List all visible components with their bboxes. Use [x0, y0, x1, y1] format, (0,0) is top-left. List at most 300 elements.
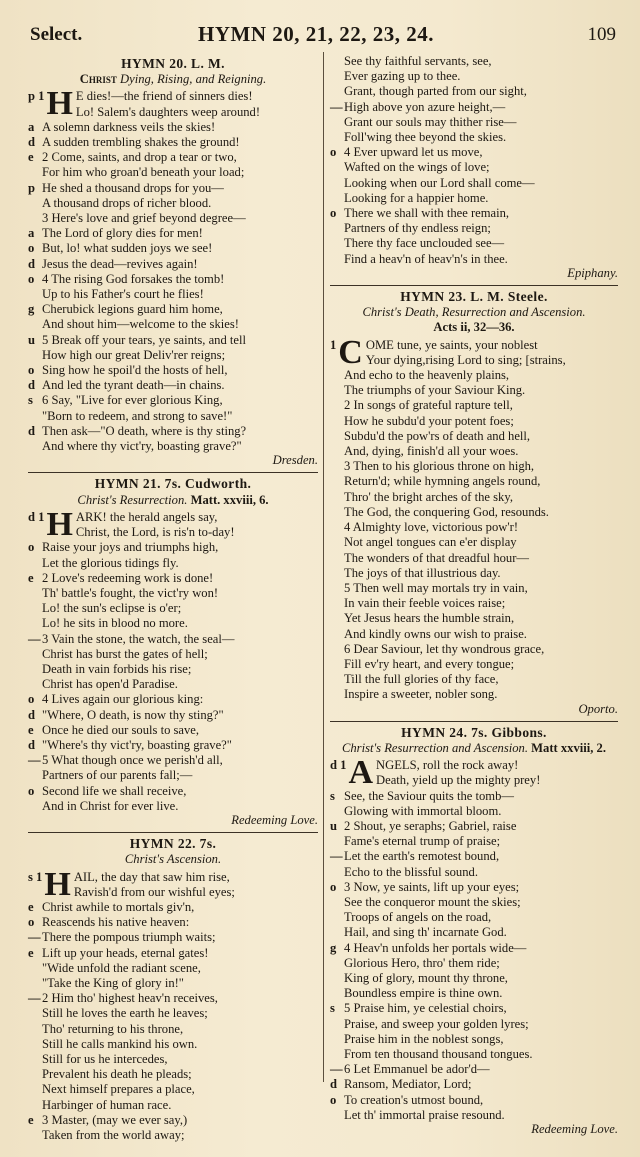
- verse-line: [330, 69, 618, 84]
- verse-line: AIL, the day that saw him rise,: [73, 869, 230, 884]
- opening-lines: [28, 505, 318, 543]
- line-text: Let the earth's remotest bound,: [344, 849, 500, 864]
- verse-line: [330, 819, 618, 834]
- verse-line: [28, 1113, 318, 1128]
- verse-line: [330, 687, 618, 702]
- line-text: Lift up your heads, eternal gates!: [42, 945, 209, 960]
- verse-line: [330, 880, 618, 895]
- dynamics-mark: e: [28, 150, 34, 165]
- verse-line: [330, 1001, 618, 1016]
- line-text: Yet Jesus hears the humble strain,: [344, 611, 515, 626]
- verse-line: [330, 115, 618, 130]
- line-text: Fame's eternal trump of praise;: [344, 834, 501, 849]
- dynamics-mark: [28, 586, 42, 601]
- line-text: There thy face unclouded see—: [344, 236, 505, 251]
- line-text: And kindly owns our wish to praise.: [344, 626, 527, 641]
- verse-line: [28, 409, 318, 424]
- verse-line: [330, 236, 618, 251]
- verse-line: [28, 424, 318, 439]
- right-column: [330, 54, 618, 1137]
- dynamics-mark: —: [28, 991, 41, 1006]
- dynamics-mark: [28, 196, 42, 211]
- line-text: 3 Now, ye saints, lift up your eyes;: [344, 879, 520, 894]
- line-text: Once he died our souls to save,: [42, 722, 200, 737]
- verse-line: [330, 474, 618, 489]
- verse-line: [330, 535, 618, 550]
- verse-line: [28, 738, 318, 753]
- dynamics-mark: [330, 971, 344, 986]
- line-text: 3 Then to his glorious throne on high,: [344, 459, 535, 474]
- line-text: And shout him—welcome to the skies!: [42, 317, 239, 332]
- dynamics-mark: d: [28, 135, 36, 150]
- line-text: Praise him in the noblest songs,: [344, 1031, 504, 1046]
- dynamics-mark: p: [28, 180, 36, 195]
- dynamics-mark: [330, 566, 344, 581]
- stanza-block: [28, 505, 318, 814]
- verse-line: [28, 317, 318, 332]
- line-text: Ransom, Mediator, Lord;: [344, 1077, 472, 1092]
- verse-line: Ravish'd from our wishful eyes;: [73, 884, 235, 899]
- verse-line: [330, 1047, 618, 1062]
- line-text: And, dying, finish'd all your woes.: [344, 444, 519, 459]
- dynamics-mark: d: [28, 378, 36, 393]
- line-text: 2 Love's redeeming work is done!: [42, 570, 214, 585]
- dynamics-mark: [330, 69, 344, 84]
- dynamics-mark: [330, 383, 344, 398]
- drop-cap: H: [46, 505, 73, 543]
- verse-line: [28, 915, 318, 930]
- dynamics-mark: [330, 551, 344, 566]
- line-text: 2 Shout, ye seraphs; Gabriel, raise: [344, 818, 517, 833]
- dynamics-mark: —: [28, 631, 41, 646]
- line-text: Not angel tongues can e'er display: [344, 535, 517, 550]
- verse-line: [28, 1022, 318, 1037]
- scripture-ref: Matt xxviii, 2.: [531, 740, 606, 755]
- verse-line: [330, 956, 618, 971]
- dynamics-mark: o: [28, 540, 35, 555]
- dynamics-mark: —: [330, 1062, 343, 1077]
- dynamics-mark: o: [28, 363, 35, 378]
- verse-line: [330, 221, 618, 236]
- dynamics-mark: s: [28, 393, 33, 408]
- line-text: Looking for a happier home.: [344, 190, 489, 205]
- line-text: "Where's thy vict'ry, boasting grave?": [42, 737, 232, 752]
- verse-line: Christ, the Lord, is ris'n to-day!: [75, 525, 235, 540]
- line-text: And led the tyrant death—in chains.: [42, 378, 225, 393]
- subject-text: Christ's Resurrection.: [77, 492, 188, 507]
- verse-line: [28, 393, 318, 408]
- tune-name: Redeeming Love.: [531, 1122, 618, 1137]
- hymn-24: [330, 725, 618, 1137]
- dynamics-mark: —: [28, 930, 41, 945]
- dynamics-mark: [330, 398, 344, 413]
- dynamics-mark: e: [28, 1112, 34, 1127]
- dynamics-mark: u: [330, 818, 338, 833]
- line-text: Foll'wing thee beyond the skies.: [344, 130, 507, 145]
- dynamics-mark: [28, 1098, 42, 1113]
- dynamics-mark: d: [28, 423, 36, 438]
- line-text: Till the full glories of thy face,: [344, 672, 499, 687]
- subject-text: Christ's Death, Resurrection and Ascension.: [362, 305, 586, 320]
- verse-line: [28, 961, 318, 976]
- verse-line: [28, 571, 318, 586]
- verse-line: [330, 971, 618, 986]
- line-text: "Wide unfold the radiant scene,: [42, 960, 201, 975]
- verse-line: [330, 414, 618, 429]
- dynamics-mark: [330, 221, 344, 236]
- dynamics-mark: [28, 1006, 42, 1021]
- dynamics-mark: [28, 616, 42, 631]
- line-text: Tho' returning to his throne,: [42, 1021, 184, 1036]
- verse-line: [330, 611, 618, 626]
- hymn-subject: [330, 305, 618, 335]
- dynamics-mark: [330, 910, 344, 925]
- verse-line: [28, 226, 318, 241]
- dynamics-mark: [330, 956, 344, 971]
- verse-line: [330, 596, 618, 611]
- dynamics-mark: [330, 986, 344, 1001]
- dynamics-mark: [28, 677, 42, 692]
- dynamics-mark: [28, 1037, 42, 1052]
- verse-line: [28, 708, 318, 723]
- verse-line: [330, 834, 618, 849]
- line-text: Subdu'd the pow'rs of death and hell,: [344, 428, 531, 443]
- line-text: Hail, and sing th' incarnate God.: [344, 925, 507, 940]
- drop-cap: C: [338, 333, 363, 371]
- line-text: Partners of thy endless reign;: [344, 221, 491, 236]
- dynamics-mark: p 1: [28, 89, 45, 104]
- dynamics-mark: u: [28, 332, 36, 347]
- verse-line: [28, 165, 318, 180]
- line-text: Still for us he intercedes,: [42, 1052, 168, 1066]
- verse-line: [330, 849, 618, 864]
- line-text: Jesus the dead—revives again!: [42, 256, 198, 271]
- line-text: A sudden trembling shakes the ground!: [42, 135, 240, 150]
- verse-line: [28, 677, 318, 692]
- line-text: Death in vain forbids his rise;: [42, 661, 192, 676]
- dynamics-mark: o: [28, 241, 35, 256]
- subject-text: Dying, Rising, and Reigning.: [120, 72, 267, 87]
- verse-line: [330, 789, 618, 804]
- line-text: 6 Dear Saviour, let thy wondrous grace,: [344, 641, 545, 656]
- dynamics-mark: [28, 768, 42, 783]
- dynamics-mark: [330, 596, 344, 611]
- verse-line: [28, 1098, 318, 1113]
- verse-line: [330, 551, 618, 566]
- line-text: 5 Then well may mortals try in vain,: [344, 580, 528, 595]
- line-text: How high our great Deliv'rer reigns;: [42, 347, 226, 362]
- line-text: Grant, though parted from our sight,: [344, 84, 527, 99]
- verse-line: [330, 383, 618, 398]
- verse-line: [28, 211, 318, 226]
- line-text: Praise, and sweep your golden lyres;: [344, 1016, 529, 1031]
- dynamics-mark: [330, 115, 344, 130]
- dynamics-mark: [330, 627, 344, 642]
- line-text: How he subdu'd your potent foes;: [344, 413, 514, 428]
- dynamics-mark: [28, 647, 42, 662]
- verse-line: [28, 647, 318, 662]
- verse-line: [330, 581, 618, 596]
- verse-line: NGELS, roll the rock away!: [376, 758, 519, 773]
- dynamics-mark: —: [330, 849, 343, 864]
- verse-line: [28, 723, 318, 738]
- dynamics-mark: o: [330, 145, 337, 160]
- verse-line: [28, 333, 318, 348]
- verse-line: Lo! Salem's daughters weep around!: [75, 104, 261, 119]
- dynamics-mark: o: [330, 206, 337, 221]
- hymn-22: [28, 836, 318, 1143]
- line-text: And echo to the heavenly plains,: [344, 368, 510, 383]
- dynamics-mark: d 1: [28, 509, 45, 524]
- verse-line: [330, 145, 618, 160]
- line-text: The triumphs of your Saviour King.: [344, 383, 526, 398]
- line-text: Glorious Hero, thro' them ride;: [344, 955, 500, 970]
- hymn-title: HYMN 24. 7s. Gibbons.: [401, 724, 547, 740]
- dynamics-mark: —: [28, 753, 41, 768]
- line-text: Then ask—"O death, where is thy sting?: [42, 423, 247, 438]
- dynamics-mark: e: [28, 945, 34, 960]
- line-text: Fill ev'ry heart, and every tongue;: [344, 656, 515, 671]
- line-text: "Take the King of glory in!": [42, 975, 184, 990]
- line-text: 4 Heav'n unfolds her portals wide—: [344, 940, 527, 955]
- line-text: Looking when our Lord shall come—: [344, 175, 535, 190]
- dynamics-mark: [28, 1128, 42, 1143]
- dynamics-mark: [330, 1017, 344, 1032]
- subject-lead: Christ: [79, 72, 117, 87]
- verse-line: [28, 1037, 318, 1052]
- scripture-ref: Matt. xxviii, 6.: [190, 492, 269, 507]
- dynamics-mark: [330, 191, 344, 206]
- dynamics-mark: [330, 581, 344, 596]
- dynamics-mark: [28, 976, 42, 991]
- verse-line: [28, 753, 318, 768]
- line-text: There the pompous triumph waits;: [42, 930, 216, 945]
- line-text: Christ awhile to mortals giv'n,: [42, 899, 195, 914]
- verse-line: [330, 672, 618, 687]
- line-text: The God, the conquering God, resounds.: [344, 504, 549, 519]
- hymn-23: [330, 289, 618, 717]
- verse-line: [330, 505, 618, 520]
- line-text: Taken from the world away;: [42, 1128, 185, 1143]
- stanza-block: [28, 865, 318, 1144]
- verse-line: [28, 632, 318, 647]
- tune-name: Oporto.: [578, 701, 618, 716]
- verse-line: [28, 120, 318, 135]
- verse-line: [28, 586, 318, 601]
- verse-line: [330, 368, 618, 383]
- verse-line: [330, 100, 618, 115]
- line-text: 6 Let Emmanuel be ador'd—: [344, 1062, 490, 1077]
- dynamics-mark: d: [330, 1077, 338, 1092]
- line-text: Glowing with immortal bloom.: [344, 803, 502, 818]
- hymn-subject: [28, 852, 318, 867]
- line-text: Still he calls mankind his own.: [42, 1036, 198, 1051]
- dynamics-mark: [330, 459, 344, 474]
- dynamics-mark: [330, 895, 344, 910]
- verse-line: [330, 895, 618, 910]
- dynamics-mark: [330, 1047, 344, 1062]
- verse-line: [330, 398, 618, 413]
- line-text: And where thy vict'ry, boasting grave?": [42, 439, 242, 454]
- verse-line: [28, 348, 318, 363]
- verse-line: [330, 865, 618, 880]
- tune-name: Epiphany.: [567, 265, 618, 280]
- dynamics-mark: [28, 961, 42, 976]
- verse-line: [330, 429, 618, 444]
- dynamics-mark: [28, 165, 42, 180]
- verse-line: [330, 520, 618, 535]
- dynamics-mark: [28, 439, 42, 454]
- opening-lines: [330, 754, 618, 792]
- dynamics-mark: d: [28, 737, 36, 752]
- drop-cap: H: [44, 865, 71, 903]
- dynamics-mark: [330, 368, 344, 383]
- verse-line: [330, 191, 618, 206]
- verse-line: [330, 910, 618, 925]
- verse-line: Your dying,rising Lord to sing; [strains,: [365, 352, 566, 367]
- line-text: High above yon azure height,—: [344, 99, 506, 114]
- divider: [28, 832, 318, 833]
- verse-line: [330, 1017, 618, 1032]
- dynamics-mark: a: [28, 119, 35, 134]
- line-text: Let th' immortal praise resound.: [344, 1107, 505, 1122]
- dynamics-mark: [330, 520, 344, 535]
- line-text: Second life we shall receive,: [42, 783, 187, 798]
- opening-lines: [28, 85, 318, 123]
- verse-line: ARK! the herald angels say,: [75, 509, 218, 524]
- dynamics-mark: —: [330, 99, 343, 114]
- dynamics-mark: [330, 657, 344, 672]
- line-text: 5 Praise him, ye celestial choirs,: [344, 1001, 507, 1016]
- line-text: Raise your joys and triumphs high,: [42, 540, 219, 555]
- verse-line: [28, 799, 318, 814]
- dynamics-mark: e: [28, 570, 34, 585]
- line-text: 5 Break off your tears, ye saints, and tell: [42, 332, 247, 347]
- dynamics-mark: o: [28, 692, 35, 707]
- dynamics-mark: g: [330, 940, 337, 955]
- line-text: See, the Saviour quits the tomb—: [344, 788, 514, 803]
- verse-line: [28, 135, 318, 150]
- line-text: 2 Him tho' highest heav'n receives,: [42, 991, 218, 1006]
- drop-cap: H: [46, 85, 73, 123]
- dynamics-mark: [330, 84, 344, 99]
- line-text: Reascends his native heaven:: [42, 915, 190, 930]
- line-text: To creation's utmost bound,: [344, 1092, 484, 1107]
- dynamics-mark: [28, 601, 42, 616]
- verse-line: [28, 439, 318, 454]
- dynamics-mark: [28, 1052, 42, 1067]
- divider: [330, 721, 618, 722]
- line-text: Inspire a sweeter, nobler song.: [344, 687, 498, 702]
- dynamics-mark: [330, 474, 344, 489]
- line-text: Harbinger of human race.: [42, 1097, 172, 1112]
- hymn-title: HYMN 23. L. M. Steele.: [400, 289, 548, 305]
- verse-line: [28, 616, 318, 631]
- line-text: 5 What though once we perish'd all,: [42, 753, 223, 768]
- line-text: The wonders of that dreadful hour—: [344, 550, 530, 565]
- line-text: "Where, O death, is now thy sting?": [42, 707, 224, 722]
- line-text: In vain their feeble voices raise;: [344, 596, 506, 611]
- header-section: Select.: [30, 24, 83, 45]
- line-text: 3 Vain the stone, the watch, the seal—: [42, 631, 235, 646]
- verse-line: [28, 768, 318, 783]
- dynamics-mark: [330, 834, 344, 849]
- line-text: 3 Master, (may we ever say,): [42, 1112, 188, 1127]
- verse-line: [28, 556, 318, 571]
- verse-line: [330, 490, 618, 505]
- line-text: Christ has burst the gates of hell;: [42, 646, 208, 661]
- verse-line: [330, 566, 618, 581]
- verse-line: [330, 206, 618, 221]
- verse-line: [28, 302, 318, 317]
- verse-line: [28, 976, 318, 991]
- verse-line: OME tune, ye saints, your noblest: [365, 337, 538, 352]
- dynamics-mark: e: [28, 899, 34, 914]
- dynamics-mark: [28, 799, 42, 814]
- verse-line: [28, 946, 318, 961]
- dynamics-mark: [28, 317, 42, 332]
- verse-line: [28, 662, 318, 677]
- dynamics-mark: [330, 130, 344, 145]
- hymn-21: [28, 476, 318, 828]
- line-text: See thy faithful servants, see,: [344, 54, 492, 68]
- dynamics-mark: [330, 414, 344, 429]
- verse-line: [330, 925, 618, 940]
- verse-line: [28, 241, 318, 256]
- verse-line: [28, 784, 318, 799]
- line-text: Grant our souls may thither rise—: [344, 114, 517, 129]
- dynamics-mark: [330, 687, 344, 702]
- divider: [330, 285, 618, 286]
- verse-line: [28, 181, 318, 196]
- stanza-block: [330, 54, 618, 267]
- verse-line: E dies!—the friend of sinners dies!: [75, 89, 253, 104]
- hymn-22-continued: [330, 54, 618, 281]
- dynamics-mark: [330, 252, 344, 267]
- subject-text: Christ's Ascension.: [124, 852, 222, 867]
- stanza-block: [28, 85, 318, 454]
- dynamics-mark: [330, 160, 344, 175]
- divider: [28, 472, 318, 473]
- dynamics-mark: d 1: [330, 758, 347, 773]
- verse-line: [330, 657, 618, 672]
- verse-line: [330, 1032, 618, 1047]
- line-text: Wafted on the wings of love;: [344, 160, 490, 175]
- dynamics-mark: [28, 1067, 42, 1082]
- line-text: 4 Lives again our glorious king:: [42, 692, 204, 707]
- verse-line: [330, 1077, 618, 1092]
- opening-lines: [330, 333, 618, 371]
- dynamics-mark: [330, 865, 344, 880]
- header-title: HYMN 20, 21, 22, 23, 24.: [198, 22, 434, 46]
- verse-line: [330, 804, 618, 819]
- tune-name: Redeeming Love.: [231, 812, 318, 827]
- dynamics-mark: [330, 176, 344, 191]
- verse-line: [330, 160, 618, 175]
- line-text: 3 Here's love and grief beyond degree—: [42, 211, 246, 226]
- verse-line: [28, 1006, 318, 1021]
- line-text: Lo! he sits in blood no more.: [42, 616, 188, 631]
- dynamics-mark: a: [28, 226, 35, 241]
- dynamics-mark: [330, 925, 344, 940]
- verse-line: [28, 1067, 318, 1082]
- line-text: Cherubick legions guard him home,: [42, 302, 223, 317]
- line-text: Troops of angels on the road,: [344, 910, 492, 925]
- verse-line: [28, 540, 318, 555]
- dynamics-mark: e: [28, 722, 34, 737]
- dynamics-mark: [330, 804, 344, 819]
- verse-line: [330, 176, 618, 191]
